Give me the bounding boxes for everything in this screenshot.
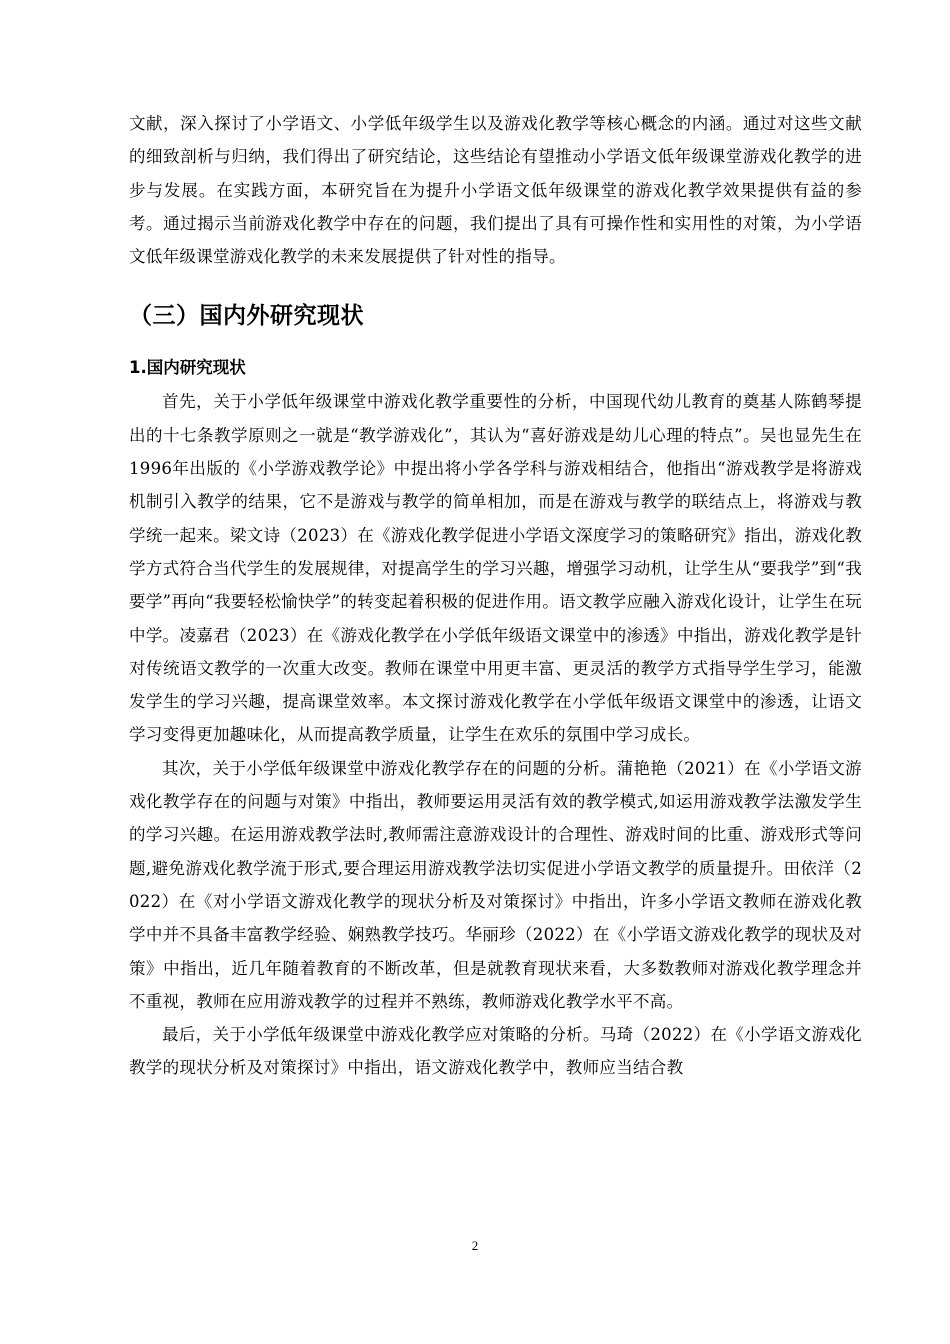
body-paragraph-importance: 首先，关于小学低年级课堂中游戏化教学重要性的分析，中国现代幼儿教育的奠基人陈鹤琴提出的十七条教学原则之一就是“教学游戏化”，其认为“喜好游戏是幼儿心理的特点”。吴也显先生在1996年出版的《小学游戏教学论》中提出将小学各学科与游戏相结合，他指出“游戏教学是将游戏机制引入教学的结果，它不是游戏与教学的简单相加，而是在游戏与教学的联结点上，将游戏与教学统一起来。梁文诗（2023）在《游戏化教学促进小学语文深度学习的策略研究》指出，游戏化教学方式符合当代学生的发展规律，对提高学生的学习兴趣，增强学习动机，让学生从“要我学”到“我要学”再向“我要轻松愉快学”的转变起着积极的促进作用。语文教学应融入游戏化设计，让学生在玩中学。凌嘉君（2023）在《游戏化教学在小学低年级语文课堂中的渗透》中指出，游戏化教学是针对传统语文教学的一次重大改变。教师在课堂中用更丰富、更灵活的教学方式指导学生学习，能激发学生的学习兴趣，提高课堂效率。本文探讨游戏化教学在小学低年级语文课堂中的渗透，让语文学习变得更加趣味化，从而提高教学质量，让学生在欢乐的氛围中学习成长。	[129, 392, 862, 745]
body-paragraph-problems: 其次，关于小学低年级课堂中游戏化教学存在的问题的分析。蒲艳艳（2021）在《小学语文游戏化教学存在的问题与对策》中指出，教师要运用灵活有效的教学模式,如运用游戏教学法激发学生的学习兴趣。在运用游戏教学法时,教师需注意游戏设计的合理性、游戏时间的比重、游戏形式等问题,避免游戏化教学流于形式,要合理运用游戏教学法切实促进小学语文教学的质量提升。田依洋（2022）在《对小学语文游戏化教学的现状分析及对策探讨》中指出，许多小学语文教师在游戏化教学中并不具备丰富教学经验、娴熟教学技巧。华丽珍（2022）在《小学语文游戏化教学的现状及对策》中指出，近几年随着教育的不断改革，但是就教育现状来看，大多数教师对游戏化教学理念并不重视，教师在应用游戏教学的过程并不熟练，教师游戏化教学水平不高。	[129, 758, 862, 1011]
intro-paragraph: 文献，深入探讨了小学语文、小学低年级学生以及游戏化教学等核心概念的内涵。通过对这些文献的细致剖析与归纳，我们得出了研究结论，这些结论有望推动小学语文低年级课堂游戏化教学的进步与发展。在实践方面，本研究旨在为提升小学语文低年级课堂的游戏化教学效果提供有益的参考。通过揭示当前游戏化教学中存在的问题，我们提出了具有可操作性和实用性的对策，为小学语文低年级课堂游戏化教学的未来发展提供了针对性的指导。	[129, 114, 862, 267]
page-number: 2	[471, 1238, 479, 1253]
document-body	[129, 107, 862, 1085]
section-heading: （三）国内外研究现状	[129, 303, 364, 330]
subsection-heading: 1.国内研究现状	[129, 358, 246, 378]
body-paragraph-strategies: 最后，关于小学低年级课堂中游戏化教学应对策略的分析。马琦（2022）在《小学语文游戏化教学的现状分析及对策探讨》中指出，语文游戏化教学中，教师应当结合教	[129, 1025, 862, 1078]
